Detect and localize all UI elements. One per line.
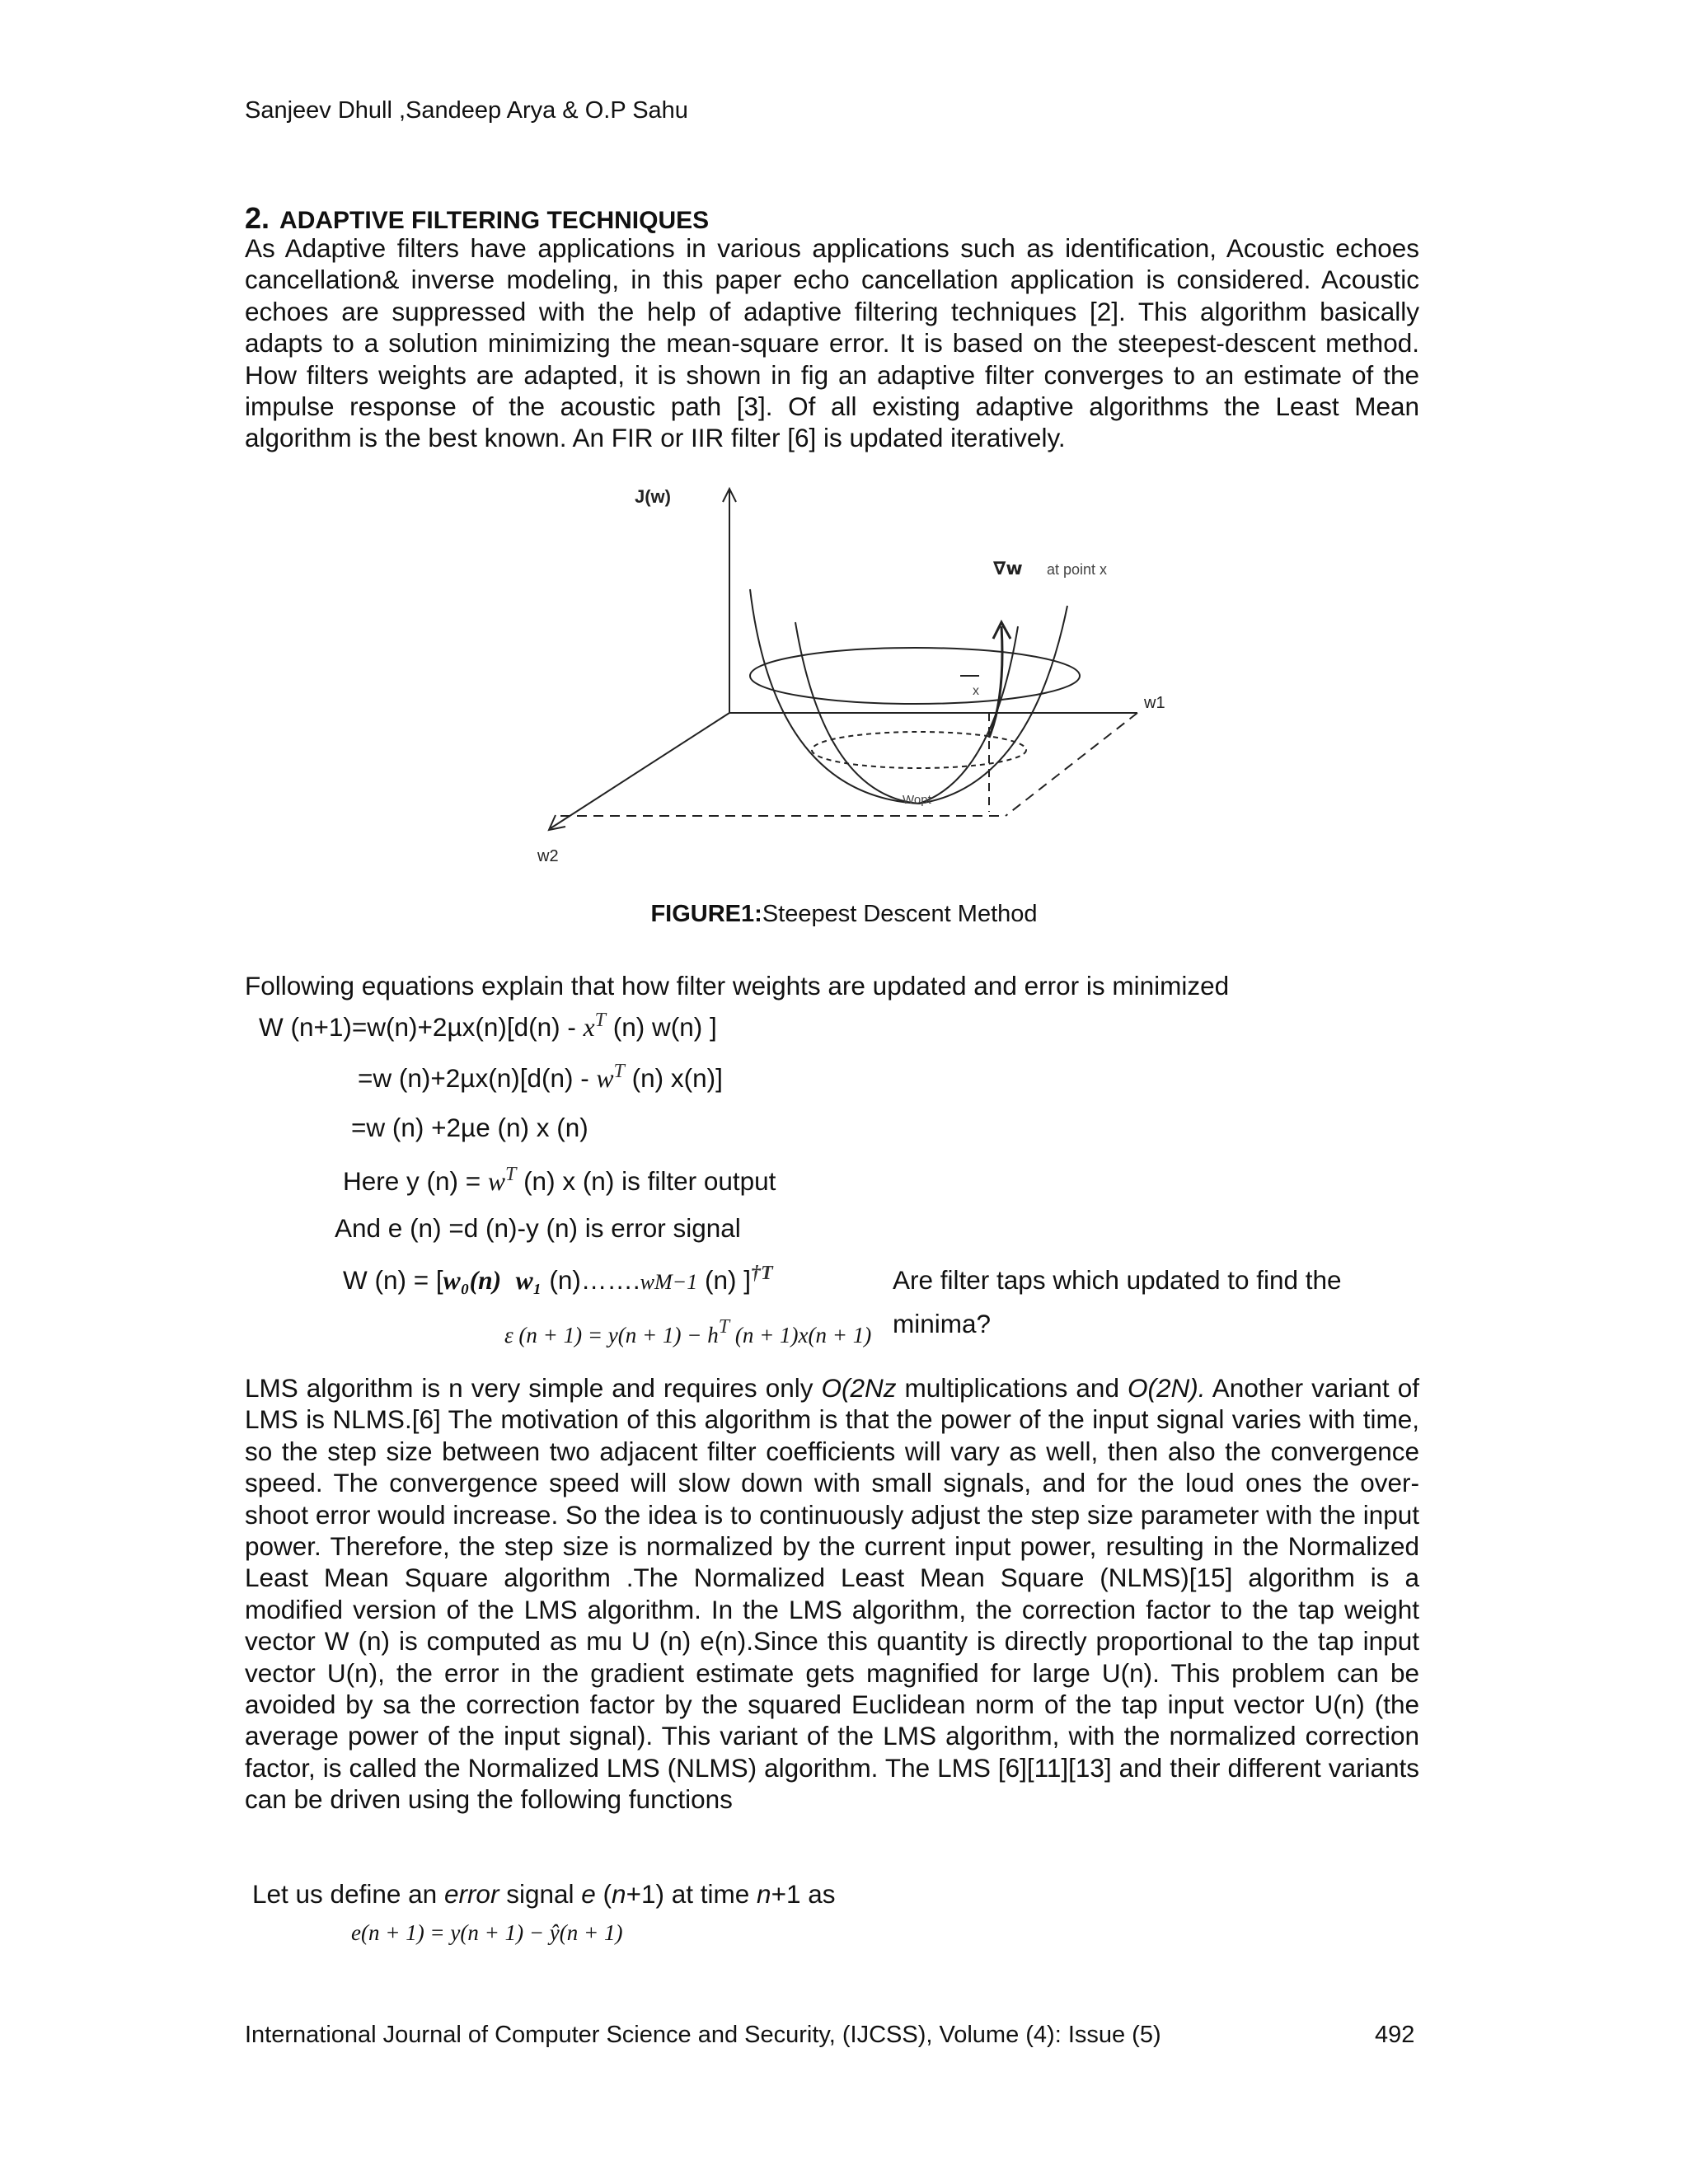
equation-3: =w (n) +2µe (n) x (n)	[351, 1113, 588, 1142]
wopt-label: Wopt	[903, 793, 931, 807]
intro-paragraph: As Adaptive filters have applications in various applications such as identification, Acoustic echoes cancellation& inverse modeling, in this paper echo cancellation application is considered. Acoustic echoes are suppressed with the help of adaptive filtering techniques [2]. This algorithm basically adapts to a solution minimizing the mean-square error. It is based on the steepest-descent method. How filters weights are adapted, it is shown in fig an adaptive filter converges to an estimate of the impulse response of the acoustic path [3]. Of all existing adaptive algorithms the Least Mean algorithm is the best known. An FIR or IIR filter [6] is updated iteratively.	[245, 233, 1419, 453]
figure-caption-label: FIGURE1:	[650, 901, 762, 927]
j-axis-label: J(w)	[635, 486, 671, 507]
figure-caption	[0, 901, 1688, 928]
error-equation: e(n + 1) = y(n + 1) − ŷ(n + 1)	[351, 1920, 623, 1945]
w2-axis-label: w2	[537, 847, 559, 865]
w2-axis	[551, 713, 729, 828]
equation-6-note-line1: Are filter taps which updated to find the	[893, 1265, 1342, 1295]
page-number: 492	[1375, 2022, 1415, 2048]
bowl-lower-ring	[812, 732, 1026, 768]
equation-5: And e (n) =d (n)-y (n) is error signal	[335, 1213, 741, 1243]
w1-axis-label: w1	[1144, 694, 1165, 712]
bowl-top-ring	[750, 648, 1080, 704]
footer-journal: International Journal of Computer Science and Security, (IJCSS), Volume (4): Issue (5)	[245, 2022, 1161, 2048]
gradient-arrow	[989, 626, 1002, 738]
gradient-label: ∇w	[993, 559, 1023, 579]
steepest-descent-figure	[528, 474, 1203, 869]
equation-4: Here y $(n) = w^T$ (n) x (n) is filter output	[343, 1164, 776, 1196]
equation-2: =w $(n)+2\mu x(n)[d(n) - w^T$ (n) x(n)]	[358, 1061, 723, 1093]
gradient-note: at point x	[1047, 561, 1108, 578]
figure-caption-text: Steepest Descent Method	[762, 901, 1038, 927]
section-title: ADAPTIVE FILTERING TECHNIQUES	[279, 207, 710, 234]
equation-1: W $(n+1)=w(n)+2\mu x(n)[d(n) - x^T$ (n) w(n) ]	[259, 1010, 717, 1042]
lms-paragraph: LMS algorithm is n very simple and requires only O(2Nz multiplications and O(2N). Another variant of LMS is NLMS.[6] The motivation of this algorithm is that the power of the input signal varies with time, so the step size between two adjacent filter coefficients will vary as well, then also the convergence speed. The convergence speed will slow down with small signals, and for the loud ones the over-shoot error would increase. So the idea is to continuously adjust the step size parameter with the input power. Therefore, the step size is normalized by the current input power, resulting in the Normalized Least Mean Square algorithm .The Normalized Least Mean Square (NLMS)[15] algorithm is a modified version of the LMS algorithm. In the LMS algorithm, the correction factor to the tap weight vector W (n) is computed as mu U (n) e(n).Since this quantity is directly proportional to the tap input vector U(n), the error in the gradient estimate gets magnified for large U(n). This problem can be avoided by sa the correction factor by the squared Euclidean norm of the tap input vector U(n) (the average power of the input signal). This variant of the LMS algorithm, with the normalized correction factor, is called the Normalized LMS (NLMS) algorithm. The LMS [6][11][13] and their different variants can be driven using the following functions	[245, 1373, 1419, 1815]
error-definition: Let us define an error signal e (n+1) at time n+1 as	[252, 1879, 836, 1909]
point-x-label: x	[973, 684, 979, 698]
bowl-outer-left	[750, 589, 919, 804]
equation-7: ε (n + 1) = y(n + 1) − hT (n + 1)x(n + 1)	[504, 1316, 872, 1347]
equation-6-note-line2: minima?	[893, 1309, 992, 1338]
equation-6: W (n) = [w₀(n) w₁ (n)…….wM−1 (n) ]$^{\dagger T}$	[343, 1263, 773, 1295]
section-heading	[245, 201, 709, 236]
header-authors: Sanjeev Dhull ,Sandeep Arya & O.P Sahu	[245, 97, 688, 124]
bowl-outer-right	[919, 606, 1067, 804]
section-number: 2.	[245, 201, 270, 235]
equations-intro: Following equations explain that how filter weights are updated and error is minimized	[245, 971, 1230, 1001]
base-dashed-side	[1006, 713, 1137, 816]
